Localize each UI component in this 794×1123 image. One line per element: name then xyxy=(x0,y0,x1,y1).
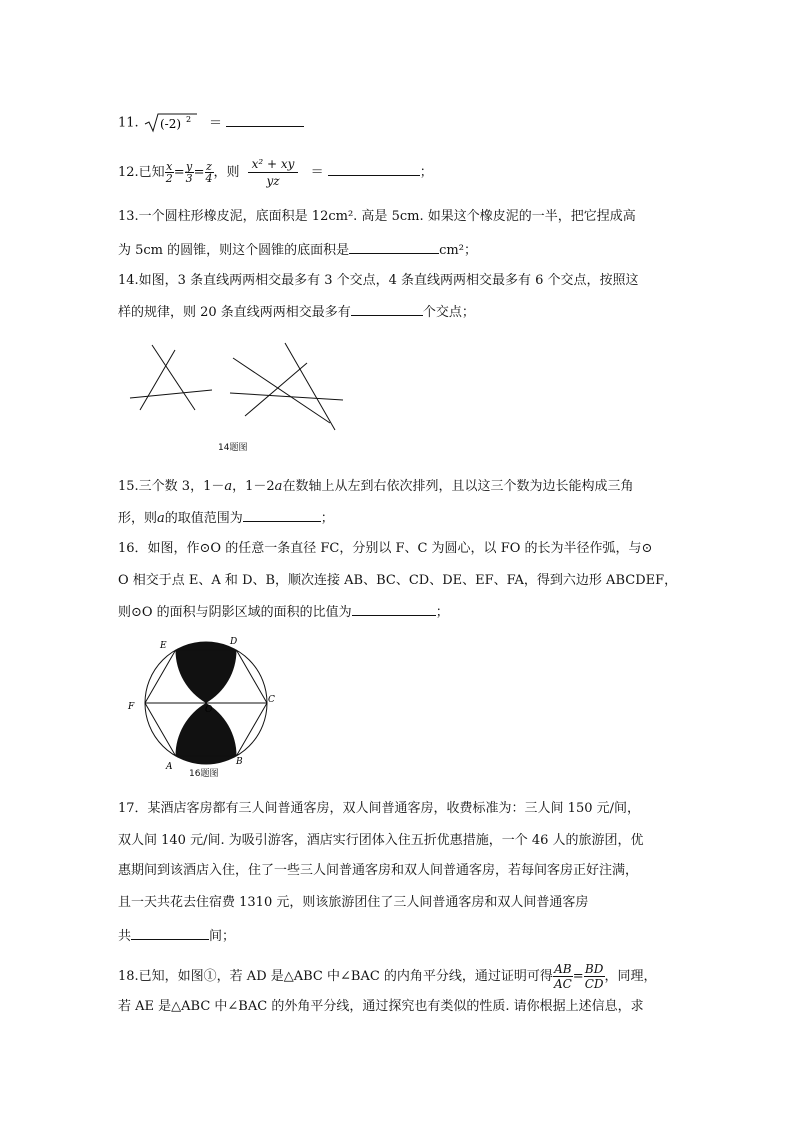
label-f: F xyxy=(128,702,135,712)
text: 形，则 xyxy=(118,511,158,526)
text: 18.已知，如图①，若 AD 是△ABC 中∠BAC 的内角平分线，通过证明可得 xyxy=(118,969,553,984)
question-14-line1: 14.如图，3 条直线两两相交最多有 3 个交点，4 条直线两两相交最多有 6 个交点，按照这 xyxy=(118,273,639,288)
line-3c xyxy=(140,350,175,410)
text: 的取值范围为 xyxy=(164,511,243,526)
big-fraction: $\frac{\text{x² + xy}}{yz}$ xyxy=(248,156,299,189)
fraction-bd-cd: $\frac{BD}{CD}$ xyxy=(584,962,604,991)
figure-14-lines xyxy=(125,338,350,438)
exponent: 2 xyxy=(185,115,191,124)
question-18-line2: 若 AE 是△ABC 中∠BAC 的外角平分线，通过探究也有类似的性质. 请你根据上述信息，求 xyxy=(118,999,644,1014)
equals-sign: ＝ xyxy=(208,115,222,131)
variable-a: a xyxy=(157,511,165,526)
text: ，1－2 xyxy=(232,479,275,494)
then-text: ，则 xyxy=(213,165,240,180)
question-17-line2: 双人间 140 元/间. 为吸引游客，酒店实行团体入住五折优惠措施，一个 46 人的旅游团，优 xyxy=(118,833,644,848)
question-18-line1 xyxy=(118,962,657,991)
answer-blank[interactable] xyxy=(328,162,420,176)
line-4d xyxy=(245,363,307,416)
question-17-line1: 17．某酒店客房都有三人间普通客房，双人间普通客房，收费标准为：三人间 150 元/间， xyxy=(118,801,640,816)
figure-16-circle xyxy=(120,630,280,780)
label-b: B xyxy=(236,757,243,767)
question-16-line2: O 相交于点 E、A 和 D、B，顺次连接 AB、BC、CD、DE、EF、FA，得到六边形 ABCDEF， xyxy=(118,573,678,588)
text: 共 xyxy=(118,929,132,944)
text: ； xyxy=(435,605,449,620)
question-16-line1: 16．如图，作⊙O 的任意一条直径 FC，分别以 F、C 为圆心，以 FO 的长为半径作弧，与⊙ xyxy=(118,541,653,556)
question-17-line4: 且一天共花去住宿费 1310 元，则该旅游团住了三人间普通客房和双人间普通客房 xyxy=(118,895,589,910)
label-c: C xyxy=(268,695,275,705)
answer-blank[interactable] xyxy=(352,602,436,616)
question-13-line2 xyxy=(118,240,477,260)
variable-a: a xyxy=(274,479,283,494)
answer-blank[interactable] xyxy=(131,926,209,940)
text: 样的规律，则 20 条直线两两相交最多有 xyxy=(118,305,351,320)
line-4c xyxy=(285,343,335,430)
question-17-line3: 惠期间到该酒店入住，住了一些三人间普通客房和双人间普通客房，若每间客房正好注满， xyxy=(118,863,639,878)
question-15-line2 xyxy=(118,508,334,528)
fraction-z4: $\frac{z}{4}$ xyxy=(205,160,213,185)
fraction-y3: $\frac{y}{3}$ xyxy=(185,160,193,185)
sqrt-expression xyxy=(143,112,199,134)
text: 15.三个数 3，1－ xyxy=(118,479,225,494)
figure-14-caption: 14题图 xyxy=(218,443,248,453)
answer-blank[interactable] xyxy=(243,508,321,522)
end-punct: ； xyxy=(419,165,433,180)
text: 间； xyxy=(209,929,236,944)
question-17-line5 xyxy=(118,926,235,946)
answer-blank[interactable] xyxy=(349,240,439,254)
equals-sign: = xyxy=(572,969,584,984)
question-13-line1: 13.一个圆柱形橡皮泥，底面积是 12cm². 高是 5cm. 如果这个橡皮泥的一半，把它捏成高 xyxy=(118,209,636,224)
question-14-line2 xyxy=(118,302,475,322)
answer-blank[interactable] xyxy=(351,302,423,316)
label-o: O xyxy=(205,705,213,715)
label-e: E xyxy=(160,641,167,651)
text: 为 5cm 的圆锥，则这个圆锥的底面积是 xyxy=(118,243,350,258)
question-11 xyxy=(118,112,304,134)
text: 个交点； xyxy=(422,305,475,320)
unit-text: cm²； xyxy=(439,243,477,258)
text: ； xyxy=(320,511,334,526)
answer-blank[interactable] xyxy=(226,113,304,127)
fraction-ab-ac: $\frac{AB}{AC}$ xyxy=(553,962,572,991)
label-d: D xyxy=(230,637,238,647)
question-number: 11. xyxy=(118,115,139,131)
text: ，同理， xyxy=(604,969,657,984)
label-a: A xyxy=(166,762,173,772)
radicand: (-2) xyxy=(159,117,181,131)
text: 则⊙O 的面积与阴影区域的面积的比值为 xyxy=(118,605,352,620)
text: 在数轴上从左到右依次排列，且以这三个数为边长能构成三角 xyxy=(282,479,634,494)
question-15-line1 xyxy=(118,478,633,496)
fraction-x2: $\frac{x}{2}$ xyxy=(165,160,173,185)
question-16-line3 xyxy=(118,602,449,622)
line-3a xyxy=(130,390,212,398)
variable-a: a xyxy=(224,479,233,494)
figure-16-caption: 16题图 xyxy=(189,769,219,779)
equals-sign: ＝ xyxy=(310,165,324,180)
question-12: 12.已知 $\frac{x}{2}$ = $\frac{y}{3}$ = $\frac{z}{4}$ ，则 $\frac{\text{x² + xy}}{yz}$ ＝ ； xyxy=(118,157,433,188)
question-number: 12.已知 xyxy=(118,165,165,180)
